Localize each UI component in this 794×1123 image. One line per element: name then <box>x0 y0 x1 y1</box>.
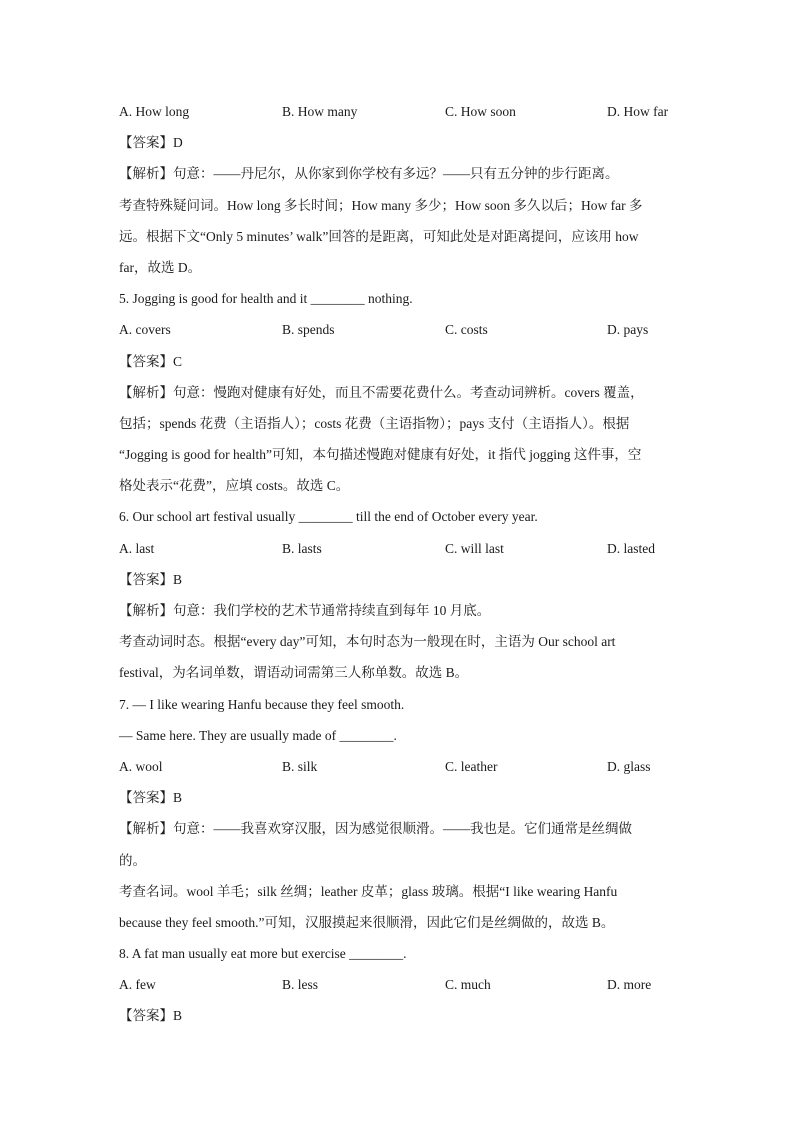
q6-analysis-line: 【解析】句意：我们学校的艺术节通常持续直到每年 10 月底。 <box>119 603 491 618</box>
q8-option-c: C. much <box>445 977 491 993</box>
q8-question: 8. A fat man usually eat more but exercise ________. <box>119 946 407 962</box>
q5-option-a: A. covers <box>119 322 171 338</box>
q8-option-a: A. few <box>119 977 156 993</box>
q5-analysis-line: “Jogging is good for health”可知，本句描述慢跑对健康有好处，it 指代 jogging 这件事，空 <box>119 447 642 463</box>
q8-option-b: B. less <box>282 977 319 993</box>
q6-answer: 【答案】B <box>119 571 183 587</box>
q6-question: 6. Our school art festival usually ________ till the end of October every year. <box>119 509 538 525</box>
q6-analysis-line: festival，为名词单数，谓语动词需第三人称单数。故选 B。 <box>119 665 469 681</box>
q6-option-b: B. lasts <box>282 540 322 556</box>
q7-option-a: A. wool <box>119 758 163 774</box>
q6-option-d: D. lasted <box>607 540 655 556</box>
q7-analysis-line: 的。 <box>119 852 146 868</box>
q5-analysis-line: 包括；spends 花费（主语指人）；costs 花费（主语指物）；pays 支付（主语指人）。根据 <box>119 415 630 431</box>
q5-option-b: B. spends <box>282 322 335 338</box>
q6-analysis-line: 考查动词时态。根据“every day”可知，本句时态为一般现在时，主语为 Our school art <box>119 634 616 650</box>
q6-options <box>119 533 679 564</box>
q6-option-c: C. will last <box>445 540 504 556</box>
q8-options <box>119 969 679 1000</box>
q4-analysis-line: far，故选 D。 <box>119 259 202 275</box>
q8-answer: 【答案】B <box>119 1008 183 1024</box>
q4-answer: 【答案】D <box>119 135 183 151</box>
q4-options <box>119 96 679 127</box>
q7-analysis-line: because they feel smooth.”可知，汉服摸起来很顺滑，因此它们是丝绸做的，故选 B。 <box>119 914 615 930</box>
q4-option-b: B. How many <box>282 104 358 119</box>
q5-options <box>119 314 679 345</box>
q7-question-reply: — Same here. They are usually made of ________. <box>119 727 397 743</box>
q7-option-b: B. silk <box>282 758 318 774</box>
q4-analysis-line: 考查特殊疑问词。How long 多长时间；How many 多少；How soon 多久以后；How far 多 <box>119 197 643 213</box>
q7-analysis-line: 【解析】句意：——我喜欢穿汉服，因为感觉很顺滑。——我也是。它们通常是丝绸做 <box>119 821 632 837</box>
q4-option-c: C. How soon <box>445 104 516 119</box>
q5-analysis-line: 格处表示“花费”，应填 costs。故选 C。 <box>119 478 350 494</box>
q4-option-d: D. How far <box>607 104 669 119</box>
document-page <box>119 96 679 1032</box>
q7-analysis-line: 考查名词。wool 羊毛；silk 丝绸；leather 皮革；glass 玻璃。根据“I like wearing Hanfu <box>119 883 618 899</box>
q5-answer: 【答案】C <box>119 353 183 369</box>
q7-option-d: D. glass <box>607 758 651 774</box>
q4-option-a: A. How long <box>119 104 190 119</box>
q7-answer: 【答案】B <box>119 790 183 806</box>
q7-options <box>119 751 679 782</box>
q6-option-a: A. last <box>119 540 155 556</box>
q4-analysis-line: 【解析】句意：——丹尼尔，从你家到你学校有多远？——只有五分钟的步行距离。 <box>119 166 619 182</box>
q5-analysis-line: 【解析】句意：慢跑对健康有好处，而且不需要花费什么。考查动词辨析。covers 覆盖， <box>119 384 644 400</box>
q5-option-d: D. pays <box>607 322 649 338</box>
q7-option-c: C. leather <box>445 758 498 774</box>
q7-question: 7. — I like wearing Hanfu because they feel smooth. <box>119 696 405 712</box>
q5-question: 5. Jogging is good for health and it ________ nothing. <box>119 291 413 307</box>
q5-option-c: C. costs <box>445 322 488 338</box>
q4-analysis-line: 远。根据下文“Only 5 minutes’ walk”回答的是距离，可知此处是对距离提问，应该用 how <box>119 228 639 244</box>
q8-option-d: D. more <box>607 977 652 993</box>
